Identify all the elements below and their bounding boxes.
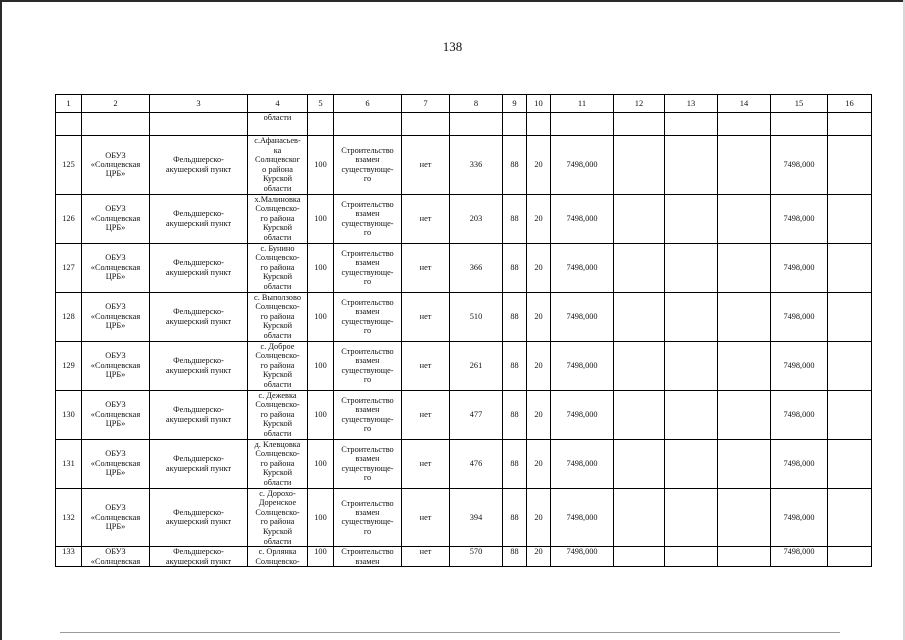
- work-type-cell: Строительство взамен: [334, 547, 402, 567]
- table-row: [56, 439, 872, 488]
- col15-amount-cell: 7498,000: [771, 547, 828, 567]
- col11-amount-cell: 7498,000: [551, 547, 614, 567]
- continuation-empty-cell: [308, 113, 334, 136]
- work-type-cell: Строительство взамен существующе- го: [334, 439, 402, 488]
- col8-value-cell: 366: [450, 243, 503, 292]
- table-row: [56, 194, 872, 243]
- work-type-cell: Строительство взамен существующе- го: [334, 488, 402, 547]
- column-number-7: 7: [402, 95, 450, 113]
- col12-empty-cell: [614, 292, 665, 341]
- continuation-empty-cell: [82, 113, 150, 136]
- continuation-empty-cell: [402, 113, 450, 136]
- flag-cell: нет: [402, 488, 450, 547]
- percent-cell: 100: [308, 488, 334, 547]
- col16-empty-cell: [828, 488, 872, 547]
- organization-cell: ОБУЗ «Солнцевская: [82, 547, 150, 567]
- col9-value-cell: 88: [503, 136, 527, 195]
- col9-value-cell: 88: [503, 390, 527, 439]
- organization-cell: ОБУЗ «Солнцевская ЦРБ»: [82, 194, 150, 243]
- row-number-cell: 125: [56, 136, 82, 195]
- continuation-locality-cell: области: [248, 113, 308, 136]
- locality-cell: с. Доброе Солнцевско- го района Курской области: [248, 341, 308, 390]
- flag-cell: нет: [402, 136, 450, 195]
- organization-cell: ОБУЗ «Солнцевская ЦРБ»: [82, 136, 150, 195]
- col10-value-cell: 20: [527, 292, 551, 341]
- col14-empty-cell: [718, 390, 771, 439]
- col13-empty-cell: [665, 341, 718, 390]
- col11-amount-cell: 7498,000: [551, 194, 614, 243]
- flag-cell: нет: [402, 243, 450, 292]
- col9-value-cell: 88: [503, 547, 527, 567]
- scan-frame-top: [0, 0, 905, 2]
- flag-cell: нет: [402, 547, 450, 567]
- table-row: [56, 292, 872, 341]
- column-number-3: 3: [150, 95, 248, 113]
- percent-cell: 100: [308, 292, 334, 341]
- col12-empty-cell: [614, 341, 665, 390]
- column-number-6: 6: [334, 95, 402, 113]
- locality-cell: с. Дорохо- Доренское Солнцевско- го района Курской области: [248, 488, 308, 547]
- flag-cell: нет: [402, 390, 450, 439]
- column-number-5: 5: [308, 95, 334, 113]
- column-number-16: 16: [828, 95, 872, 113]
- col10-value-cell: 20: [527, 243, 551, 292]
- col15-amount-cell: 7498,000: [771, 488, 828, 547]
- percent-cell: 100: [308, 390, 334, 439]
- locality-cell: с. Орлянка Солнцевско-: [248, 547, 308, 567]
- flag-cell: нет: [402, 194, 450, 243]
- continuation-empty-cell: [665, 113, 718, 136]
- col14-empty-cell: [718, 243, 771, 292]
- col12-empty-cell: [614, 136, 665, 195]
- continuation-empty-cell: [334, 113, 402, 136]
- col13-empty-cell: [665, 194, 718, 243]
- col12-empty-cell: [614, 547, 665, 567]
- col9-value-cell: 88: [503, 292, 527, 341]
- facility-type-cell: Фельдшерско- акушерский пункт: [150, 390, 248, 439]
- work-type-cell: Строительство взамен существующе- го: [334, 136, 402, 195]
- col10-value-cell: 20: [527, 194, 551, 243]
- column-number-14: 14: [718, 95, 771, 113]
- organization-cell: ОБУЗ «Солнцевская ЦРБ»: [82, 390, 150, 439]
- facility-type-cell: Фельдшерско- акушерский пункт: [150, 292, 248, 341]
- col12-empty-cell: [614, 243, 665, 292]
- col15-amount-cell: 7498,000: [771, 243, 828, 292]
- table-row: [56, 243, 872, 292]
- col16-empty-cell: [828, 547, 872, 567]
- col8-value-cell: 510: [450, 292, 503, 341]
- col14-empty-cell: [718, 439, 771, 488]
- percent-cell: 100: [308, 194, 334, 243]
- continuation-row: [56, 113, 872, 136]
- col15-amount-cell: 7498,000: [771, 136, 828, 195]
- col9-value-cell: 88: [503, 243, 527, 292]
- col14-empty-cell: [718, 547, 771, 567]
- col11-amount-cell: 7498,000: [551, 243, 614, 292]
- col9-value-cell: 88: [503, 488, 527, 547]
- col16-empty-cell: [828, 243, 872, 292]
- col14-empty-cell: [718, 136, 771, 195]
- col15-amount-cell: 7498,000: [771, 439, 828, 488]
- col16-empty-cell: [828, 292, 872, 341]
- scan-frame-bottom: [60, 632, 840, 633]
- col16-empty-cell: [828, 390, 872, 439]
- scan-frame-left: [0, 0, 2, 640]
- col9-value-cell: 88: [503, 194, 527, 243]
- col11-amount-cell: 7498,000: [551, 341, 614, 390]
- organization-cell: ОБУЗ «Солнцевская ЦРБ»: [82, 292, 150, 341]
- col8-value-cell: 336: [450, 136, 503, 195]
- col10-value-cell: 20: [527, 488, 551, 547]
- col8-value-cell: 476: [450, 439, 503, 488]
- organization-cell: ОБУЗ «Солнцевская ЦРБ»: [82, 439, 150, 488]
- work-type-cell: Строительство взамен существующе- го: [334, 194, 402, 243]
- facility-type-cell: Фельдшерско- акушерский пункт: [150, 439, 248, 488]
- col8-value-cell: 394: [450, 488, 503, 547]
- continuation-empty-cell: [614, 113, 665, 136]
- column-number-row: [56, 95, 872, 113]
- row-number-cell: 131: [56, 439, 82, 488]
- facility-type-cell: Фельдшерско- акушерский пункт: [150, 194, 248, 243]
- continuation-empty-cell: [450, 113, 503, 136]
- col13-empty-cell: [665, 243, 718, 292]
- col14-empty-cell: [718, 292, 771, 341]
- col10-value-cell: 20: [527, 136, 551, 195]
- table-body: [56, 95, 872, 567]
- col10-value-cell: 20: [527, 547, 551, 567]
- work-type-cell: Строительство взамен существующе- го: [334, 292, 402, 341]
- col11-amount-cell: 7498,000: [551, 390, 614, 439]
- column-number-10: 10: [527, 95, 551, 113]
- col11-amount-cell: 7498,000: [551, 292, 614, 341]
- col12-empty-cell: [614, 194, 665, 243]
- row-number-cell: 129: [56, 341, 82, 390]
- percent-cell: 100: [308, 341, 334, 390]
- continuation-empty-cell: [527, 113, 551, 136]
- col10-value-cell: 20: [527, 439, 551, 488]
- col15-amount-cell: 7498,000: [771, 341, 828, 390]
- page-number: 138: [442, 39, 463, 54]
- locality-cell: с. Выползово Солнцевско- го района Курской области: [248, 292, 308, 341]
- col10-value-cell: 20: [527, 341, 551, 390]
- facility-type-cell: Фельдшерско- акушерский пункт: [150, 341, 248, 390]
- col11-amount-cell: 7498,000: [551, 136, 614, 195]
- organization-cell: ОБУЗ «Солнцевская ЦРБ»: [82, 243, 150, 292]
- flag-cell: нет: [402, 341, 450, 390]
- organization-cell: ОБУЗ «Солнцевская ЦРБ»: [82, 488, 150, 547]
- facility-type-cell: Фельдшерско- акушерский пункт: [150, 488, 248, 547]
- column-number-15: 15: [771, 95, 828, 113]
- column-number-9: 9: [503, 95, 527, 113]
- col13-empty-cell: [665, 136, 718, 195]
- col11-amount-cell: 7498,000: [551, 439, 614, 488]
- percent-cell: 100: [308, 547, 334, 567]
- row-number-cell: 133: [56, 547, 82, 567]
- col8-value-cell: 570: [450, 547, 503, 567]
- col16-empty-cell: [828, 194, 872, 243]
- row-number-cell: 132: [56, 488, 82, 547]
- col14-empty-cell: [718, 194, 771, 243]
- col13-empty-cell: [665, 547, 718, 567]
- col13-empty-cell: [665, 292, 718, 341]
- col12-empty-cell: [614, 390, 665, 439]
- locality-cell: д. Клевцовка Солнцевско- го района Курской области: [248, 439, 308, 488]
- column-number-4: 4: [248, 95, 308, 113]
- row-number-cell: 130: [56, 390, 82, 439]
- col13-empty-cell: [665, 439, 718, 488]
- facility-type-cell: Фельдшерско- акушерский пункт: [150, 243, 248, 292]
- col16-empty-cell: [828, 439, 872, 488]
- table-row: [56, 341, 872, 390]
- locality-cell: с.Афанасьев- ка Солнцевског о района Курской области: [248, 136, 308, 195]
- continuation-empty-cell: [828, 113, 872, 136]
- table-row: [56, 488, 872, 547]
- continuation-empty-cell: [551, 113, 614, 136]
- percent-cell: 100: [308, 136, 334, 195]
- col8-value-cell: 477: [450, 390, 503, 439]
- column-number-2: 2: [82, 95, 150, 113]
- percent-cell: 100: [308, 439, 334, 488]
- column-number-11: 11: [551, 95, 614, 113]
- row-number-cell: 128: [56, 292, 82, 341]
- column-number-12: 12: [614, 95, 665, 113]
- continuation-empty-cell: [150, 113, 248, 136]
- col15-amount-cell: 7498,000: [771, 292, 828, 341]
- col9-value-cell: 88: [503, 439, 527, 488]
- row-number-cell: 126: [56, 194, 82, 243]
- col8-value-cell: 203: [450, 194, 503, 243]
- organization-cell: ОБУЗ «Солнцевская ЦРБ»: [82, 341, 150, 390]
- col15-amount-cell: 7498,000: [771, 194, 828, 243]
- flag-cell: нет: [402, 292, 450, 341]
- col14-empty-cell: [718, 341, 771, 390]
- continuation-empty-cell: [503, 113, 527, 136]
- row-number-cell: 127: [56, 243, 82, 292]
- work-type-cell: Строительство взамен существующе- го: [334, 243, 402, 292]
- col13-empty-cell: [665, 390, 718, 439]
- col12-empty-cell: [614, 439, 665, 488]
- col10-value-cell: 20: [527, 390, 551, 439]
- facility-type-cell: Фельдшерско- акушерский пункт: [150, 547, 248, 567]
- percent-cell: 100: [308, 243, 334, 292]
- continuation-empty-cell: [771, 113, 828, 136]
- column-number-8: 8: [450, 95, 503, 113]
- work-type-cell: Строительство взамен существующе- го: [334, 390, 402, 439]
- col16-empty-cell: [828, 136, 872, 195]
- locality-cell: с. Дежевка Солнцевско- го района Курской области: [248, 390, 308, 439]
- col12-empty-cell: [614, 488, 665, 547]
- col9-value-cell: 88: [503, 341, 527, 390]
- column-number-1: 1: [56, 95, 82, 113]
- col13-empty-cell: [665, 488, 718, 547]
- locality-cell: х.Малиновка Солнцевско- го района Курской области: [248, 194, 308, 243]
- registry-table: [55, 94, 872, 567]
- facility-type-cell: Фельдшерско- акушерский пункт: [150, 136, 248, 195]
- continuation-empty-cell: [56, 113, 82, 136]
- table-row: [56, 547, 872, 567]
- col8-value-cell: 261: [450, 341, 503, 390]
- work-type-cell: Строительство взамен существующе- го: [334, 341, 402, 390]
- col15-amount-cell: 7498,000: [771, 390, 828, 439]
- table-row: [56, 136, 872, 195]
- column-number-13: 13: [665, 95, 718, 113]
- continuation-empty-cell: [718, 113, 771, 136]
- col16-empty-cell: [828, 341, 872, 390]
- flag-cell: нет: [402, 439, 450, 488]
- locality-cell: с. Бунино Солнцевско- го района Курской области: [248, 243, 308, 292]
- col11-amount-cell: 7498,000: [551, 488, 614, 547]
- table-row: [56, 390, 872, 439]
- col14-empty-cell: [718, 488, 771, 547]
